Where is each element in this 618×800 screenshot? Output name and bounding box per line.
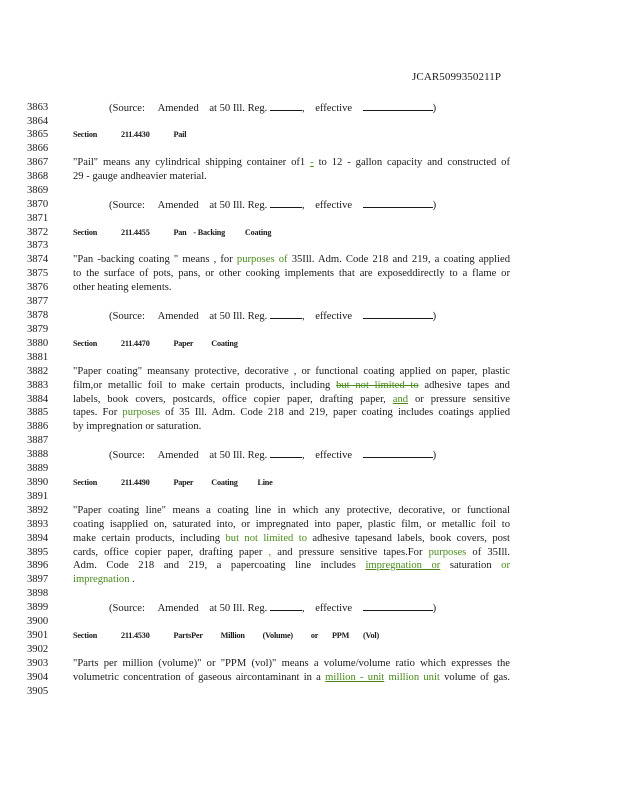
line-number: 3871 — [27, 212, 49, 224]
text-run: by impregnation or saturation. — [73, 421, 202, 432]
paragraph-line — [0, 504, 618, 517]
paragraph-line — [0, 406, 618, 419]
line-number: 3890 — [27, 477, 49, 488]
section-number: 211.4455 — [120, 227, 150, 237]
source-effective: effective — [315, 603, 353, 614]
section-title: Coating — [211, 478, 238, 487]
text-run: make certain products, including — [73, 532, 226, 544]
line-number: 3875 — [27, 268, 49, 279]
text-run: adhesive tapesand labels, book covers, post — [307, 532, 510, 544]
blank-line — [363, 601, 433, 611]
line-number: 3892 — [27, 505, 49, 516]
line-number: 3868 — [27, 171, 49, 182]
source-comma: , — [301, 200, 305, 211]
line-number: 3867 — [27, 157, 49, 168]
paragraph-line — [0, 532, 618, 545]
blank-line — [270, 309, 302, 319]
section-title: Coating — [244, 227, 272, 237]
line-number: 3865 — [27, 129, 49, 140]
inserted-text: and — [392, 393, 409, 405]
line-number: 3883 — [27, 379, 49, 391]
source-close: ) — [432, 311, 437, 322]
line-number: 3895 — [27, 546, 49, 558]
section-number: 211.4470 — [120, 339, 150, 348]
paragraph-line — [0, 657, 618, 670]
section-title: PPM — [332, 631, 350, 640]
section-title: PartsPer — [173, 631, 203, 640]
line-number: 3901 — [27, 630, 49, 641]
source-amended: Amended — [157, 311, 199, 322]
section-title: - Backing — [193, 227, 226, 237]
section-number: 211.4430 — [120, 130, 150, 139]
section-word: Section — [73, 227, 98, 237]
line-number: 3905 — [27, 685, 49, 697]
line-number: 3900 — [27, 616, 49, 627]
section-title: (Volume) — [262, 631, 293, 640]
section-title: Paper — [173, 478, 194, 487]
line-number: 3864 — [27, 115, 49, 127]
source-amended: Amended — [157, 603, 199, 614]
text-run: labels, book covers, postcards, office copier paper, drafting paper, — [73, 393, 393, 405]
highlighted-text: purposes of — [236, 254, 288, 265]
blank-line — [363, 101, 433, 111]
line-number: 3899 — [27, 602, 49, 613]
inserted-text: - — [310, 157, 314, 168]
paragraph-line — [0, 281, 618, 294]
text-run: saturation — [440, 560, 502, 571]
text-run: to 12 - gallon capacity and constructed of — [313, 157, 510, 168]
paragraph-line — [0, 559, 618, 572]
source-label: (Source: — [109, 200, 145, 211]
deleted-text: but not limited to — [336, 379, 419, 391]
section-word: Section — [73, 631, 98, 640]
paragraph-line — [0, 253, 618, 266]
highlighted-text: million unit — [388, 671, 440, 683]
line-number: 3903 — [27, 658, 49, 669]
section-heading — [0, 476, 618, 489]
blank-line — [270, 448, 302, 458]
document-id: JCAR5099350211P — [412, 71, 502, 83]
section-title: Pan — [173, 227, 187, 237]
source-register: at 50 Ill. Reg. — [209, 603, 268, 614]
source-label: (Source: — [109, 450, 145, 461]
line-number: 3863 — [27, 102, 49, 113]
text-run: coating isapplied on, saturated into, or impregnated into paper, plastic film, or metallic foil to — [73, 518, 510, 530]
source-comma: , — [301, 603, 305, 614]
text-run: of 35Ill. — [466, 546, 511, 558]
source-effective: effective — [315, 200, 353, 211]
source-note — [0, 448, 618, 461]
source-close: ) — [432, 603, 437, 614]
source-comma: , — [301, 103, 305, 114]
text-run: 29 - gauge andheavier material. — [73, 171, 207, 182]
line-number: 3893 — [27, 518, 49, 530]
text-run: to the surface of pots, pans, or other cooking implements that are exposeddirectly to a flame or — [73, 268, 510, 279]
source-close: ) — [432, 450, 437, 461]
source-effective: effective — [315, 103, 353, 114]
paragraph-line — [0, 379, 618, 392]
paragraph-line — [0, 671, 618, 684]
section-heading — [0, 337, 618, 350]
text-run: "Parts per million (volume)" or "PPM (vol)" means a volume/volume ratio which expresses the — [73, 658, 510, 669]
source-comma: , — [301, 450, 305, 461]
line-number: 3881 — [27, 351, 49, 363]
source-close: ) — [432, 103, 437, 114]
source-register: at 50 Ill. Reg. — [209, 311, 268, 322]
line-number: 3902 — [27, 644, 49, 655]
highlighted-text: impregnation — [73, 574, 130, 585]
source-note — [0, 198, 618, 211]
section-title: Paper — [173, 339, 194, 348]
section-number: 211.4530 — [120, 631, 150, 640]
text-run: volumetric concentration of gaseous aircontaminant in a — [73, 671, 326, 683]
line-number: 3884 — [27, 393, 49, 405]
line-number: 3869 — [27, 185, 49, 196]
line-number: 3866 — [27, 142, 49, 154]
section-word: Section — [73, 339, 98, 348]
source-comma: , — [301, 311, 305, 322]
source-close: ) — [432, 200, 437, 211]
text-run: . — [129, 574, 135, 585]
line-number: 3874 — [27, 254, 49, 265]
text-run: and pressure sensitive tapes.For — [271, 546, 429, 558]
line-number: 3904 — [27, 671, 49, 683]
text-run: "Pan -backing coating " means , for — [73, 254, 237, 265]
line-number: 3872 — [27, 226, 49, 238]
inserted-text: impregnation or — [365, 560, 441, 571]
paragraph-line — [0, 393, 618, 406]
section-word: Section — [73, 130, 98, 139]
line-number: 3879 — [27, 324, 49, 335]
line-number: 3886 — [27, 421, 49, 432]
source-register: at 50 Ill. Reg. — [209, 200, 268, 211]
source-effective: effective — [315, 311, 353, 322]
section-heading — [0, 226, 618, 239]
line-number: 3898 — [27, 588, 49, 599]
section-title: Coating — [211, 339, 238, 348]
line-number: 3877 — [27, 296, 49, 307]
blank-line — [363, 198, 433, 208]
source-effective: effective — [315, 450, 353, 461]
text-run: Adm. Code 218 and 219, a papercoating line includes — [73, 560, 366, 571]
blank-line — [270, 198, 302, 208]
paragraph-line — [0, 546, 618, 559]
line-number: 3873 — [27, 240, 49, 251]
source-register: at 50 Ill. Reg. — [209, 450, 268, 461]
line-number: 3870 — [27, 199, 49, 210]
paragraph-line — [0, 518, 618, 531]
line-number: 3885 — [27, 407, 49, 418]
source-amended: Amended — [157, 450, 199, 461]
inserted-text: million - unit — [325, 671, 385, 683]
line-number: 3880 — [27, 338, 49, 349]
line-number: 3878 — [27, 310, 49, 321]
line-number: 3897 — [27, 574, 49, 585]
section-heading — [0, 128, 618, 141]
text-run: "Pail" means any cylindrical shipping container of1 — [73, 157, 311, 168]
highlighted-text: purposes — [122, 407, 161, 418]
highlighted-text: purposes — [428, 546, 467, 558]
text-run: 35Ill. Adm. Code 218 and 219, a coating applied — [287, 254, 510, 265]
section-word: Section — [73, 478, 98, 487]
paragraph-line — [0, 267, 618, 280]
section-title: Line — [257, 478, 273, 487]
section-title: or — [310, 631, 319, 640]
paragraph-line — [0, 573, 618, 586]
paragraph-line — [0, 420, 618, 433]
source-label: (Source: — [109, 103, 145, 114]
text-run: other heating elements. — [73, 282, 172, 293]
inserted-text: , — [268, 546, 272, 558]
paragraph-line — [0, 365, 618, 378]
blank-line — [363, 448, 433, 458]
section-title: Million — [220, 631, 245, 640]
source-amended: Amended — [157, 103, 199, 114]
blank-line — [270, 601, 302, 611]
paragraph-line — [0, 156, 618, 169]
text-run: "Paper coating" meansany protective, decorative , or functional coating applied on paper, plastic — [73, 365, 510, 377]
text-run: tapes. For — [73, 407, 123, 418]
highlighted-text: or — [501, 560, 510, 571]
text-run: volume of gas. — [439, 671, 510, 683]
text-run: film,or metallic foil to make certain products, including — [73, 379, 337, 391]
source-register: at 50 Ill. Reg. — [209, 103, 268, 114]
source-label: (Source: — [109, 311, 145, 322]
section-title: Pail — [173, 130, 187, 139]
source-label: (Source: — [109, 603, 145, 614]
blank-line — [363, 309, 433, 319]
source-note — [0, 309, 618, 322]
line-number: 3894 — [27, 532, 49, 544]
line-number: 3887 — [27, 435, 49, 446]
line-number: 3882 — [27, 365, 49, 377]
line-number: 3876 — [27, 282, 49, 293]
line-number: 3889 — [27, 463, 49, 474]
source-amended: Amended — [157, 200, 199, 211]
source-note — [0, 101, 618, 114]
text-run: or pressure sensitive — [408, 393, 510, 405]
line-number: 3891 — [27, 491, 49, 502]
highlighted-text: but not limited to — [225, 532, 307, 544]
text-run: cards, office copier paper, drafting paper — [73, 546, 269, 558]
paragraph-line — [0, 170, 618, 183]
source-note — [0, 601, 618, 614]
text-run: of 35 Ill. Adm. Code 218 and 219, paper coating includes coatings applied — [160, 407, 510, 418]
line-number: 3896 — [27, 560, 49, 571]
blank-line — [270, 101, 302, 111]
section-heading — [0, 629, 618, 642]
section-number: 211.4490 — [120, 478, 150, 487]
text-run: adhesive tapes and — [418, 379, 510, 391]
section-title: (Vol) — [363, 631, 379, 640]
text-run: "Paper coating line" means a coating line in which any protective, decorative, or functional — [73, 505, 510, 516]
line-number: 3888 — [27, 449, 49, 460]
